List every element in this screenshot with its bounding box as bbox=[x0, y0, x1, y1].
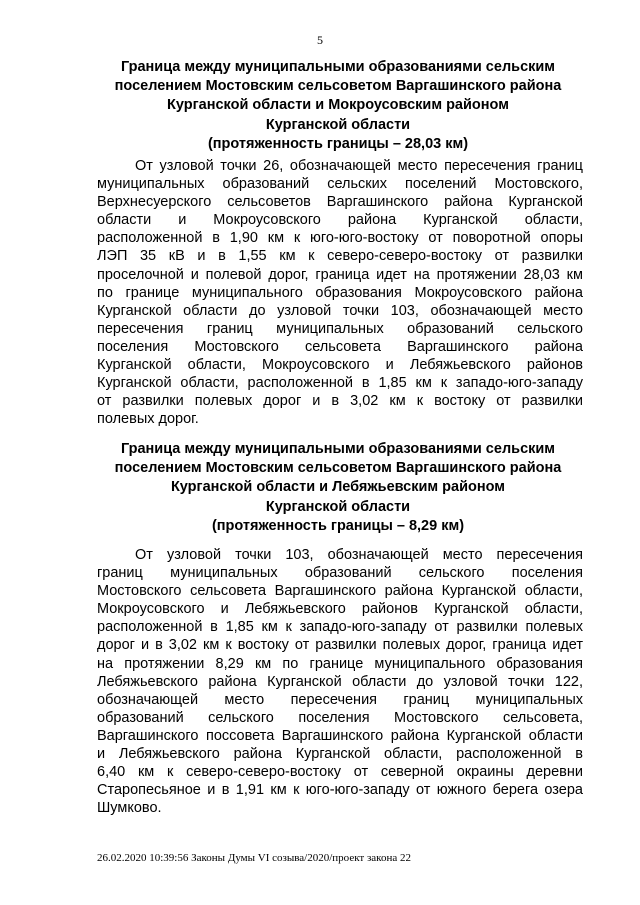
paragraph-line: от развилки полевых дорог и в 3,02 км к востоку от развилки bbox=[97, 393, 583, 410]
heading-line: (протяженность границы – 28,03 км) bbox=[207, 135, 469, 152]
heading-line: поселением Мостовским сельсоветом Варгашинского района bbox=[114, 78, 562, 95]
paragraph-line: Старопесьяное и в 1,91 км к юго-юго-западу от южного берега озера bbox=[97, 782, 583, 799]
paragraph-line: 6,40 км к северо-северо-востоку от северной окраины деревни bbox=[97, 764, 583, 781]
paragraph-line: границ муниципальных образований сельского поселения bbox=[97, 565, 583, 582]
heading-line: Граница между муниципальными образованиями сельским bbox=[120, 441, 556, 457]
paragraph-line: области и Мокроусовского района Курганской области, bbox=[97, 212, 583, 229]
paragraph-line: муниципальных образований сельских поселений Мостовского, bbox=[97, 176, 583, 193]
paragraph-line: полевых дорог. bbox=[97, 411, 199, 428]
paragraph-line: Варгашинского поссовета Варгашинского района Курганской области bbox=[97, 727, 583, 744]
heading-line: Курганской области bbox=[265, 498, 411, 515]
paragraph-line: дорог и в 3,02 км к востоку от развилки полевых дорог, граница идет bbox=[97, 637, 583, 654]
paragraph-line: Курганской области, расположенной в 1,85 км к западо-юго-западу bbox=[97, 375, 583, 392]
document-footer: 26.02.2020 10:39:56 Законы Думы VI созыва/2020/проект закона 22 bbox=[97, 852, 411, 864]
paragraph-line: расположенной в 1,85 км к западо-юго-западу от развилки полевых bbox=[97, 619, 583, 636]
paragraph-line: на протяжении 8,29 км по границе муниципального образования bbox=[97, 655, 583, 672]
paragraph-line: проселочной и полевой дорог, граница идет на протяжении 28,03 км bbox=[97, 266, 583, 283]
heading-line: поселением Мостовским сельсоветом Варгашинского района bbox=[114, 460, 562, 477]
heading-line: Курганской области и Мокроусовским районом bbox=[167, 97, 509, 114]
section-heading bbox=[88, 440, 588, 536]
paragraph-line: Верхнесуерского сельсоветов Варгашинского района Курганской bbox=[97, 194, 583, 211]
section-paragraph bbox=[97, 157, 583, 428]
paragraph-line: Мостовского сельсовета Варгашинского района Курганской области, bbox=[97, 583, 583, 600]
heading-line: (протяженность границы – 8,29 км) bbox=[211, 517, 465, 534]
paragraph-line: поселения Мостовского сельсовета Варгашинского района bbox=[97, 338, 583, 355]
paragraph-line: Лебяжьевского района Курганской области до узловой точки 122, bbox=[97, 673, 583, 690]
paragraph-line: Шумково. bbox=[97, 800, 162, 817]
paragraph-line: расположенной в 1,90 км к юго-юго-востоку от поворотной опоры bbox=[97, 230, 583, 247]
paragraph-line: образований сельского поселения Мостовского сельсовета, bbox=[97, 709, 583, 726]
paragraph-line: по границе муниципального образования Мокроусовского района bbox=[97, 284, 583, 301]
heading-line: Граница между муниципальными образованиями сельским bbox=[120, 59, 556, 75]
paragraph-line: От узловой точки 26, обозначающей место пересечения границ bbox=[135, 158, 583, 174]
section-paragraph bbox=[97, 546, 583, 817]
paragraph-line: ЛЭП 35 кВ и в 1,55 км к северо-северо-востоку от развилки bbox=[97, 248, 583, 265]
section-heading bbox=[88, 58, 588, 154]
heading-line: Курганской области bbox=[265, 116, 411, 133]
paragraph-line: Курганской области, Мокроусовского и Лебяжьевского районов bbox=[97, 357, 583, 374]
paragraph-line: и Лебяжьевского района Курганской области, расположенной в bbox=[97, 746, 583, 763]
paragraph-line: Мокроусовского и Лебяжьевского районов Курганской области, bbox=[97, 601, 583, 618]
paragraph-line: обозначающей место пересечения границ муниципальных bbox=[97, 691, 583, 708]
paragraph-line: Курганской области до узловой точки 103, обозначающей место bbox=[97, 302, 583, 319]
paragraph-line: пересечения границ муниципальных образований сельского bbox=[97, 320, 583, 337]
paragraph-line: От узловой точки 103, обозначающей место пересечения bbox=[135, 547, 583, 563]
heading-line: Курганской области и Лебяжьевским районом bbox=[170, 479, 506, 496]
page-number: 5 bbox=[317, 33, 323, 47]
